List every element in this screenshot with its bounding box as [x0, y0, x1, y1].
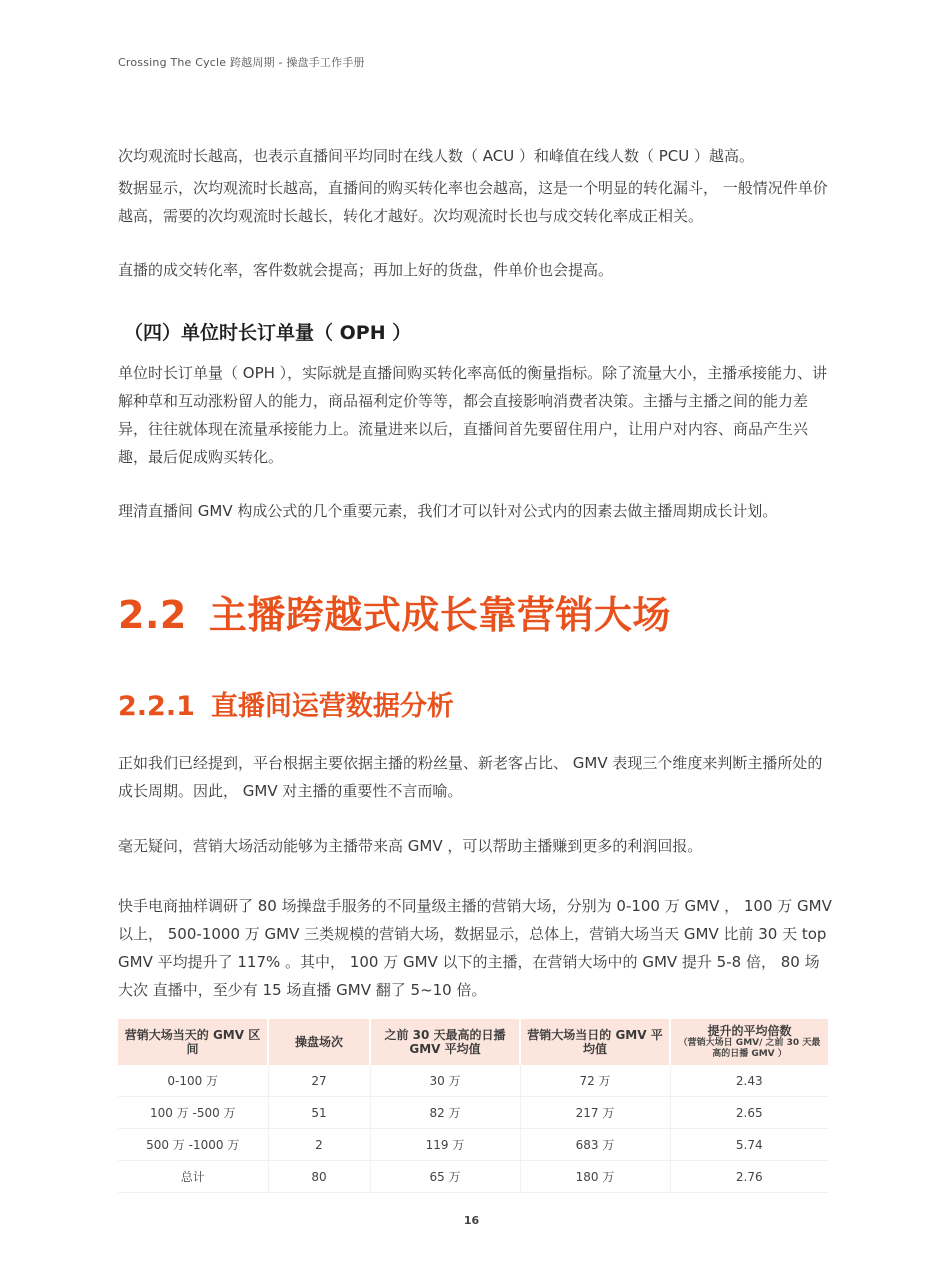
table-cell: 80 — [268, 1161, 370, 1193]
paragraph-text: 次均观流时长越高，也表示直播间平均同时在线人数（ ACU ）和峰值在线人数（ PCU ）越高。 — [118, 147, 755, 165]
table-cell: 180 万 — [520, 1161, 670, 1193]
analysis-paragraph-2 — [118, 832, 833, 860]
intro-paragraph-2 — [118, 174, 833, 230]
intro-paragraph-1 — [118, 142, 833, 170]
section-number: 2.2 — [118, 593, 187, 637]
header-label: 营销大场当日的 GMV 平均值 — [527, 1028, 663, 1056]
section-heading-2-2 — [118, 590, 671, 640]
section-heading-oph: （四）单位时长订单量（ OPH ） — [124, 322, 412, 344]
running-header: Crossing The Cycle 跨越周期 - 操盘手工作手册 — [118, 56, 365, 69]
table-cell: 2.43 — [670, 1065, 828, 1097]
table-cell: 119 万 — [370, 1129, 520, 1161]
analysis-paragraph-1 — [118, 749, 833, 805]
section-title: 直播间运营数据分析 — [210, 691, 454, 722]
table-cell: 65 万 — [370, 1161, 520, 1193]
table-cell: 30 万 — [370, 1065, 520, 1097]
header-label: 之前 30 天最高的日播 GMV 平均值 — [384, 1028, 506, 1056]
page-number: 16 — [463, 1214, 480, 1227]
table-cell: 2.76 — [670, 1161, 828, 1193]
table-cell: 72 万 — [520, 1065, 670, 1097]
column-header — [118, 1019, 268, 1065]
table-cell: 2 — [268, 1129, 370, 1161]
oph-paragraph-2 — [118, 497, 833, 525]
table-cell: 5.74 — [670, 1129, 828, 1161]
header-note: （营销大场日 GMV/ 之前 30 天最高的日播 GMV ） — [678, 1038, 821, 1059]
table-cell: 总计 — [118, 1161, 268, 1193]
header-label: 提升的平均倍数 — [707, 1024, 792, 1038]
paragraph-text: 直播的成交转化率，客件数就会提高；再加上好的货盘，件单价也会提高。 — [118, 261, 614, 279]
table-cell: 217 万 — [520, 1097, 670, 1129]
table-cell: 2.65 — [670, 1097, 828, 1129]
section-number: 2.2.1 — [118, 691, 195, 722]
column-header — [520, 1019, 670, 1065]
table-row — [118, 1161, 828, 1193]
analysis-paragraph-3 — [118, 892, 833, 1004]
table-cell: 500 万 -1000 万 — [118, 1129, 268, 1161]
table-cell: 683 万 — [520, 1129, 670, 1161]
paragraph-text: 单位时长订单量（ OPH ），实际就是直播间购买转化率高低的衡量指标。除了流量大小，主播承接能力、讲解种草和互动涨粉留人的能力，商品福利定价等等，都会直接影响消费者决策。主播与主播之间的能力差异，往往就体现在流量承接能力上。流量进来以后，直播间首先要留住用户，让用户对内容、商品产生兴趣，最后促成购买转化。 — [118, 364, 828, 466]
table-cell: 27 — [268, 1065, 370, 1097]
table-cell: 0-100 万 — [118, 1065, 268, 1097]
intro-paragraph-3 — [118, 256, 833, 284]
paragraph-text: 快手电商抽样调研了 80 场操盘手服务的不同量级主播的营销大场，分别为 0-100 万 GMV ， 100 万 GMV 以上， 500-1000 万 GMV 三类规模的营销大场，数据显示，总体上，营销大场当天 GMV 比前 30 天 top GMV 平均提升了 117% 。其中， 100 万 GMV 以下的主播，在营销大场中的 GMV 提升 5-8 倍， 80 场大次 直播中，至少有 15 场直播 GMV 翻了 5~10 倍。 — [118, 897, 832, 999]
table-row — [118, 1129, 828, 1161]
column-header — [370, 1019, 520, 1065]
table-row — [118, 1097, 828, 1129]
table-cell: 51 — [268, 1097, 370, 1129]
section-title: 主播跨越式成长靠营销大场 — [208, 593, 671, 637]
table-header-row — [118, 1019, 828, 1065]
paragraph-text: 毫无疑问，营销大场活动能够为主播带来高 GMV ，可以帮助主播赚到更多的利润回报。 — [118, 837, 703, 855]
gmv-data-table — [118, 1019, 828, 1193]
header-label: 营销大场当天的 GMV 区间 — [124, 1028, 261, 1056]
column-header — [670, 1019, 828, 1065]
section-heading-2-2-1 — [118, 688, 454, 726]
table-cell: 82 万 — [370, 1097, 520, 1129]
paragraph-text: 理清直播间 GMV 构成公式的几个重要元素，我们才可以针对公式内的因素去做主播周期成长计划。 — [118, 502, 778, 520]
paragraph-text: 正如我们已经提到，平台根据主要依据主播的粉丝量、新老客占比、 GMV 表现三个维度来判断主播所处的成长周期。因此， GMV 对主播的重要性不言而喻。 — [118, 754, 823, 800]
table-row — [118, 1065, 828, 1097]
header-label: 操盘场次 — [294, 1035, 343, 1049]
oph-paragraph-1 — [118, 359, 833, 471]
column-header — [268, 1019, 370, 1065]
paragraph-text: 数据显示，次均观流时长越高，直播间的购买转化率也会越高，这是一个明显的转化漏斗， 一般情况件单价越高，需要的次均观流时长越长，转化才越好。次均观流时长也与成交转化率成正相关。 — [118, 179, 828, 225]
table-cell: 100 万 -500 万 — [118, 1097, 268, 1129]
